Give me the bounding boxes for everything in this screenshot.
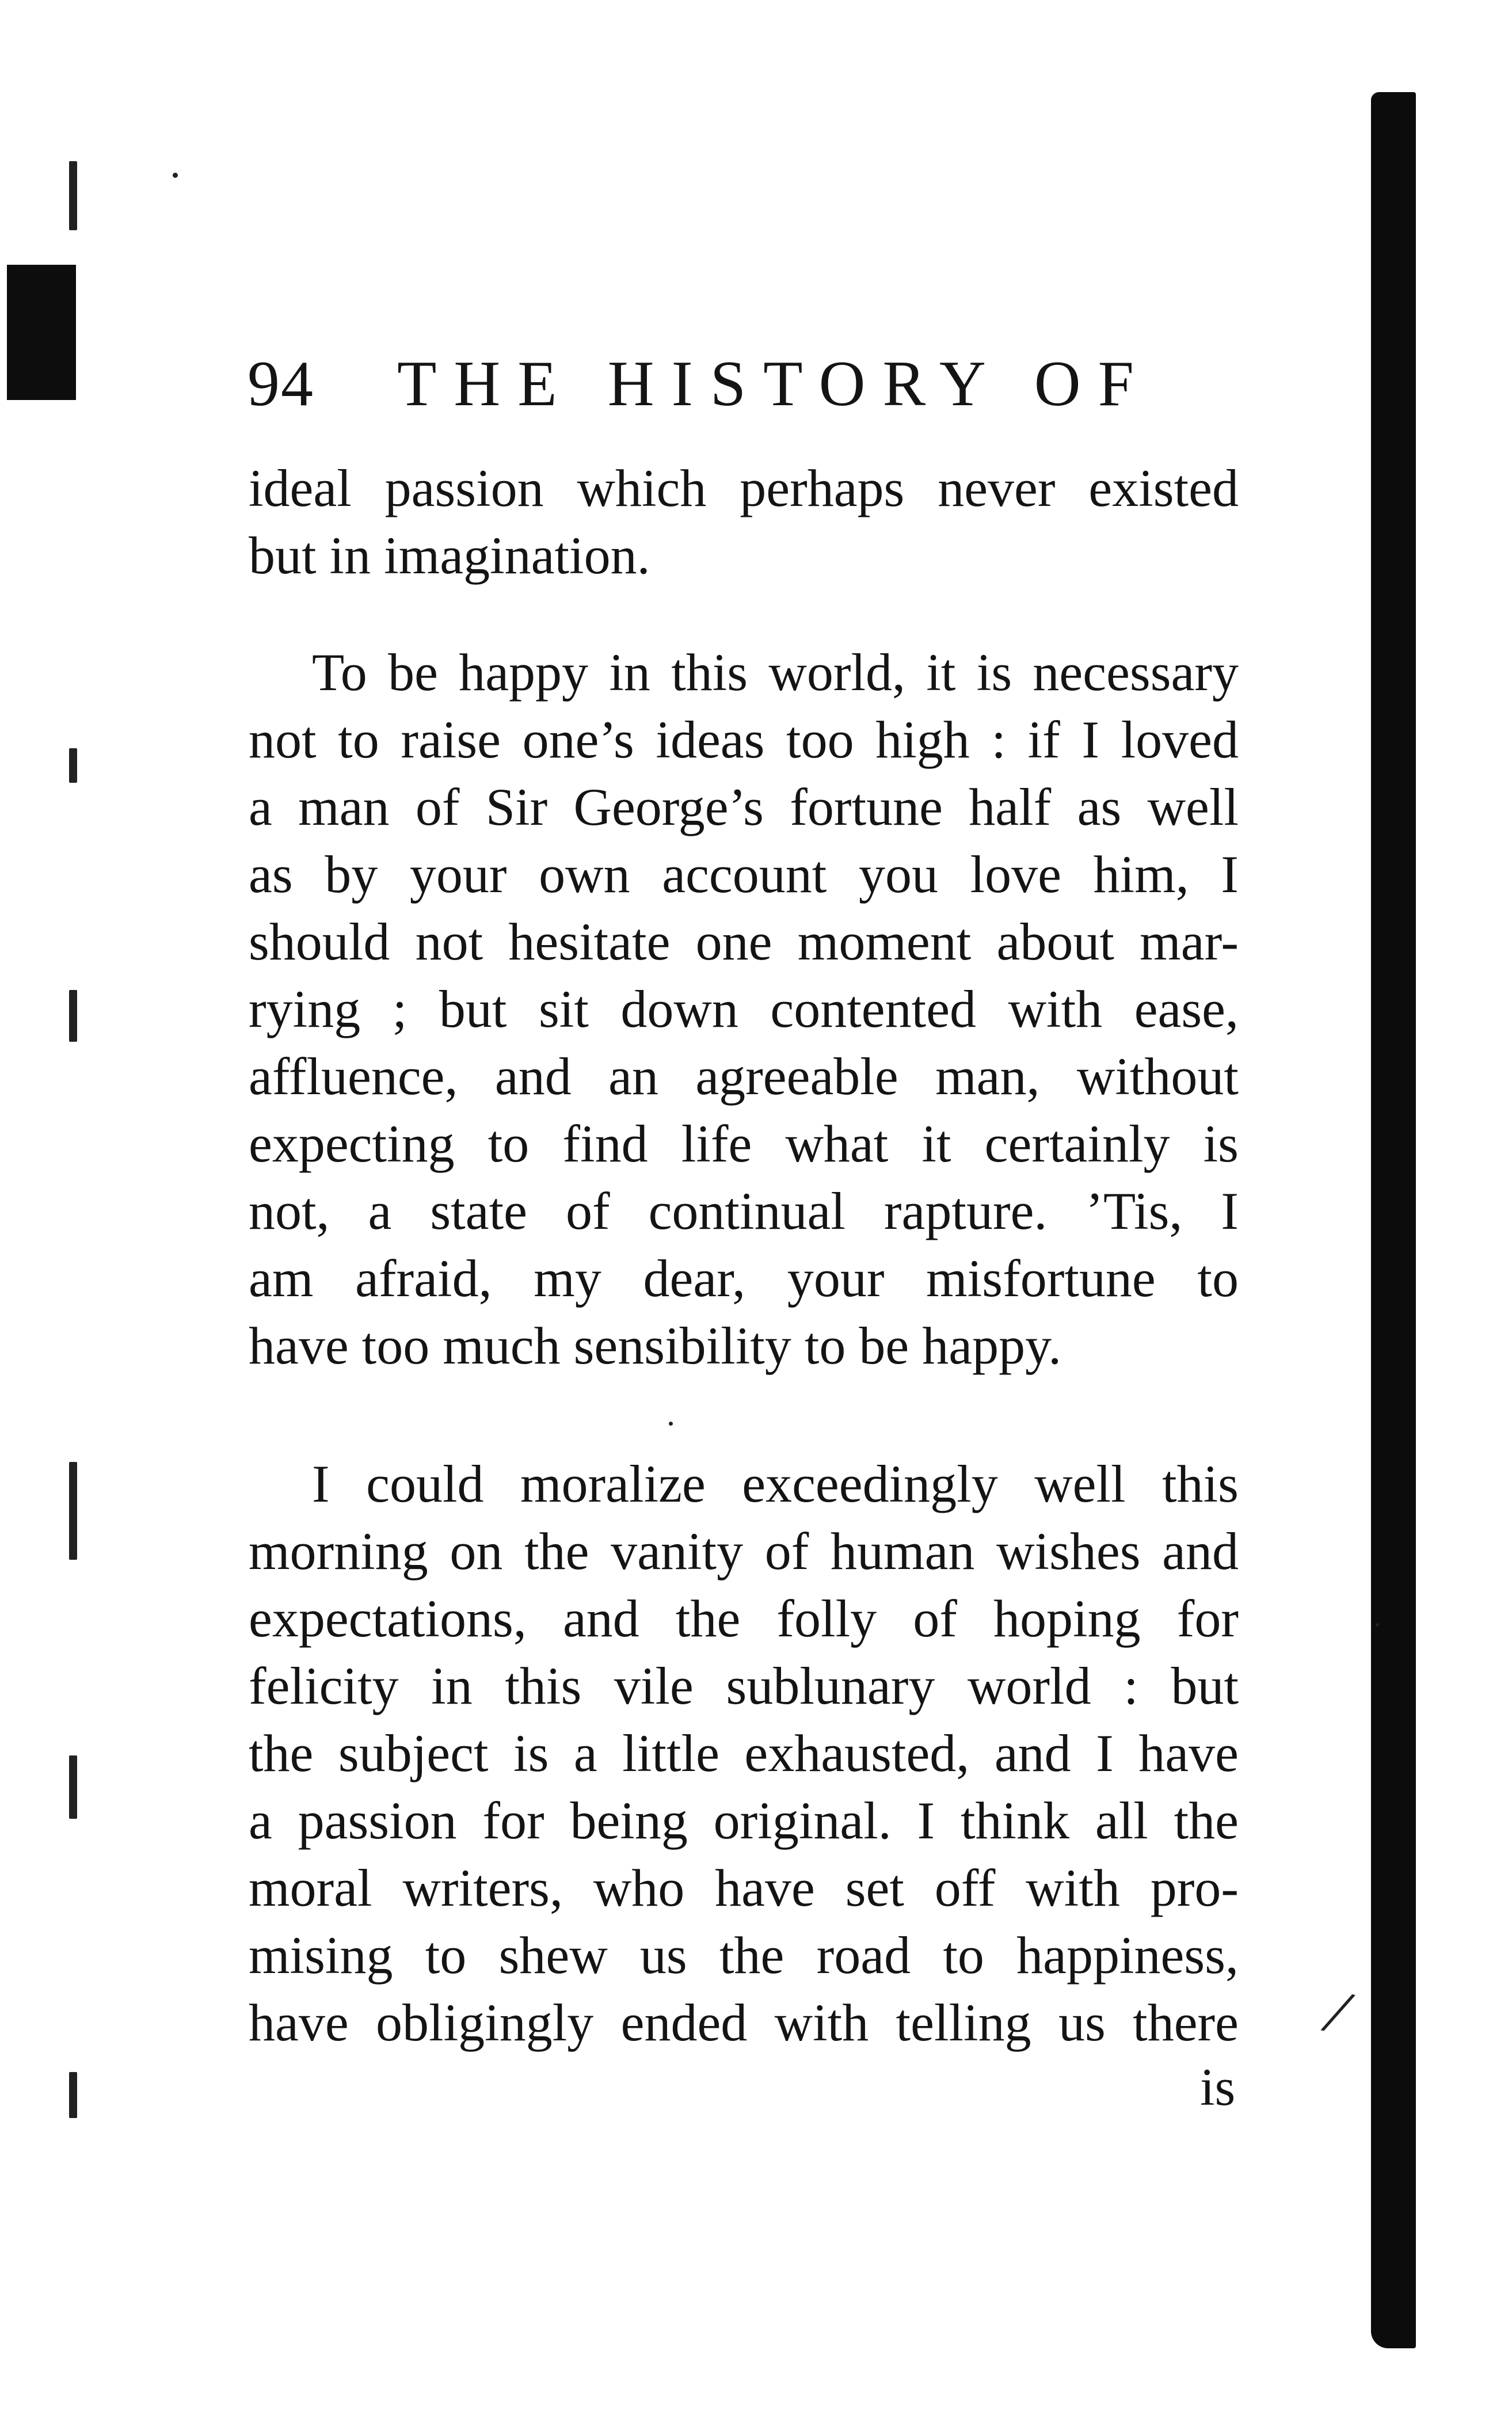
text-line: expecting to find life what it certainly is bbox=[249, 1114, 1239, 1173]
running-title: THE HISTORY OF bbox=[397, 348, 1151, 420]
text-line: ideal passion which perhaps never existed bbox=[249, 459, 1239, 517]
text-line: have obligingly ended with telling us there bbox=[249, 1993, 1239, 2052]
text-line: not to raise one’s ideas too high : if I loved bbox=[249, 710, 1239, 769]
text-line: a passion for being original. I think all the bbox=[249, 1791, 1239, 1850]
stray-dot bbox=[1376, 1623, 1379, 1627]
pencil-mark: / bbox=[1320, 1975, 1354, 2048]
page-number: 94 bbox=[247, 348, 314, 420]
text-line: expectations, and the folly of hoping for bbox=[249, 1589, 1239, 1648]
catchword: is bbox=[1200, 2058, 1236, 2116]
text-line: felicity in this vile sublunary world : but bbox=[249, 1656, 1239, 1715]
binding-speckle bbox=[69, 748, 77, 783]
text-line: affluence, and an agreeable man, without bbox=[249, 1047, 1239, 1106]
text-line: not, a state of continual rapture. ’Tis, I bbox=[249, 1182, 1239, 1240]
binding-speckle bbox=[69, 1755, 77, 1819]
text-line: but in imagination. bbox=[249, 526, 650, 585]
text-line: as by your own account you love him, I bbox=[249, 845, 1239, 904]
text-line: mising to shew us the road to happiness, bbox=[249, 1926, 1239, 1985]
binding-speckle bbox=[69, 1462, 77, 1560]
binding-speckle bbox=[69, 2072, 77, 2118]
binding-speckle bbox=[69, 161, 77, 230]
text-line: I could moralize exceedingly well this bbox=[312, 1454, 1239, 1513]
stray-dot bbox=[669, 1422, 673, 1426]
text-line: To be happy in this world, it is necessary bbox=[312, 643, 1239, 702]
stray-dot bbox=[173, 173, 178, 178]
text-line: am afraid, my dear, your misfortune to bbox=[249, 1249, 1239, 1308]
text-line: a man of Sir George’s fortune half as well bbox=[249, 778, 1239, 836]
running-head bbox=[247, 341, 1191, 427]
text-line: should not hesitate one moment about mar- bbox=[249, 912, 1239, 971]
paragraph bbox=[249, 639, 1239, 1380]
text-line: moral writers, who have set off with pro- bbox=[249, 1858, 1239, 1917]
page-edge-shadow bbox=[1371, 92, 1416, 2348]
paragraph bbox=[249, 455, 1239, 589]
text-line: the subject is a little exhausted, and I have bbox=[249, 1724, 1239, 1783]
text-line: rying ; but sit down contented with ease, bbox=[249, 980, 1239, 1038]
binding-speckle bbox=[69, 990, 77, 1042]
paragraph bbox=[249, 1450, 1239, 2056]
text-line: have too much sensibility to be happy. bbox=[249, 1316, 1062, 1375]
binding-shadow bbox=[7, 265, 76, 400]
text-line: morning on the vanity of human wishes and bbox=[249, 1522, 1239, 1580]
